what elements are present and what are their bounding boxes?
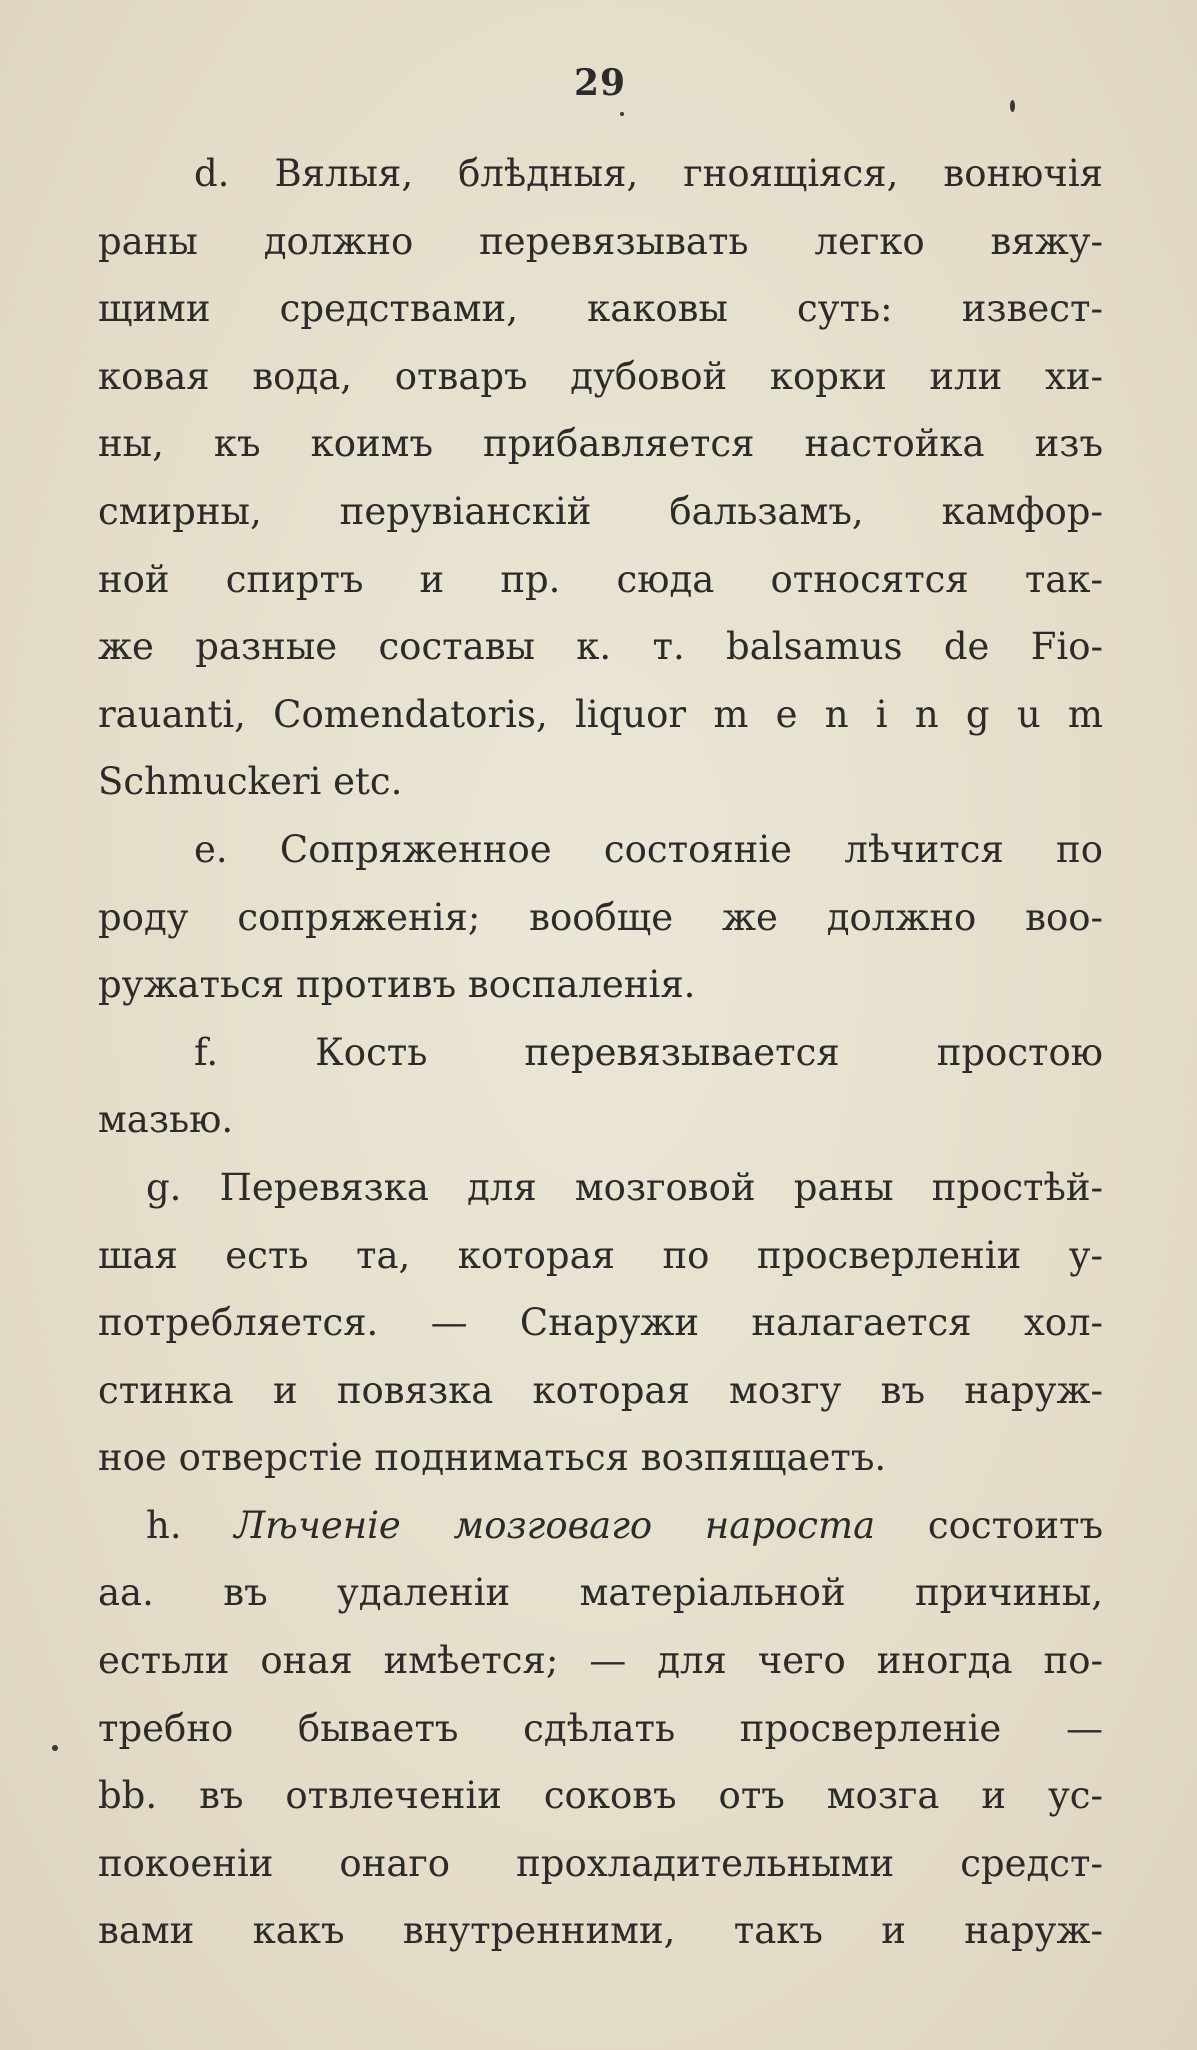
paragraph-h-label: h. <box>146 1503 235 1547</box>
paragraph-d-line: ны, къ коимъ прибавляется настойка изъ <box>98 422 1103 466</box>
page-text <box>98 140 1103 1965</box>
ink-speck <box>1010 100 1015 112</box>
paragraph-d-line: ной спиртъ и пр. сюда относятся так- <box>98 557 1103 601</box>
ink-speck <box>52 1745 58 1751</box>
paragraph-h-line: bb. въ отвлеченіи соковъ отъ мозга и ус- <box>98 1774 1103 1818</box>
paragraph-d-line: щими средствами, каковы суть: извест- <box>98 287 1103 331</box>
paragraph-e-line: роду сопряженія; вообще же должно воо- <box>98 895 1103 939</box>
paragraph-h-line: вами какъ внутренними, такъ и наруж- <box>98 1909 1103 1953</box>
paragraph-g-line: ное отверстіе подниматься возпящаетъ. <box>98 1436 887 1480</box>
paragraph-e-line: e. Сопряженное состояніе лѣчится по <box>194 827 1103 871</box>
paragraph-d-line: d. Вялыя, блѣдныя, гноящіяся, вонючія <box>194 152 1103 195</box>
paragraph-g-line: стинка и повязка которая мозгу въ наруж- <box>98 1368 1103 1412</box>
page-number: 29 <box>573 62 627 104</box>
paragraph-d-line: Schmuckeri etc. <box>98 760 403 804</box>
paragraph-h-line: естьли оная имѣется; — для чего иногда по- <box>98 1639 1103 1683</box>
paragraph-h-first-suffix: состоитъ <box>875 1503 1103 1547</box>
paragraph-d-line: раны должно перевязывать легко вяжу- <box>98 219 1103 263</box>
paragraph-d-line: смирны, перувіанскій бальзамъ, камфор- <box>98 489 1103 533</box>
paragraph-h-line: покоеніи онаго прохладительными средст- <box>98 1841 1103 1885</box>
paragraph-d-line: же разные составы к. т. balsamus de Fio- <box>98 625 1103 669</box>
ink-speck <box>620 112 624 116</box>
paragraph-h-first-line <box>98 1492 1103 1560</box>
paragraph-h-italic-title: Лѣченіе мозговаго нароста <box>234 1503 876 1547</box>
paragraph-h-line: требно бываетъ сдѣлать просверленіе — <box>98 1706 1103 1750</box>
paragraph-g-line: g. Перевязка для мозговой раны простѣй- <box>146 1165 1103 1209</box>
paragraph-e-line: ружаться противъ воспаленія. <box>98 963 696 1007</box>
paragraph-g-line: шая есть та, которая по просверленіи у- <box>98 1233 1103 1277</box>
paragraph-d-line: ковая вода, отваръ дубовой корки или хи- <box>98 354 1103 398</box>
paragraph-g-line: потребляется. — Снаружи налагается хол- <box>98 1301 1103 1345</box>
paragraph-d-line: rauanti, Comendatoris, liquor m e n i n g u m <box>98 692 1103 736</box>
paragraph-f-line: мазью. <box>98 1098 234 1142</box>
paragraph-h-line: aa. въ удаленіи матеріальной причины, <box>98 1571 1103 1615</box>
paragraph-f-line: f. Кость перевязывается простою <box>194 1030 1103 1074</box>
